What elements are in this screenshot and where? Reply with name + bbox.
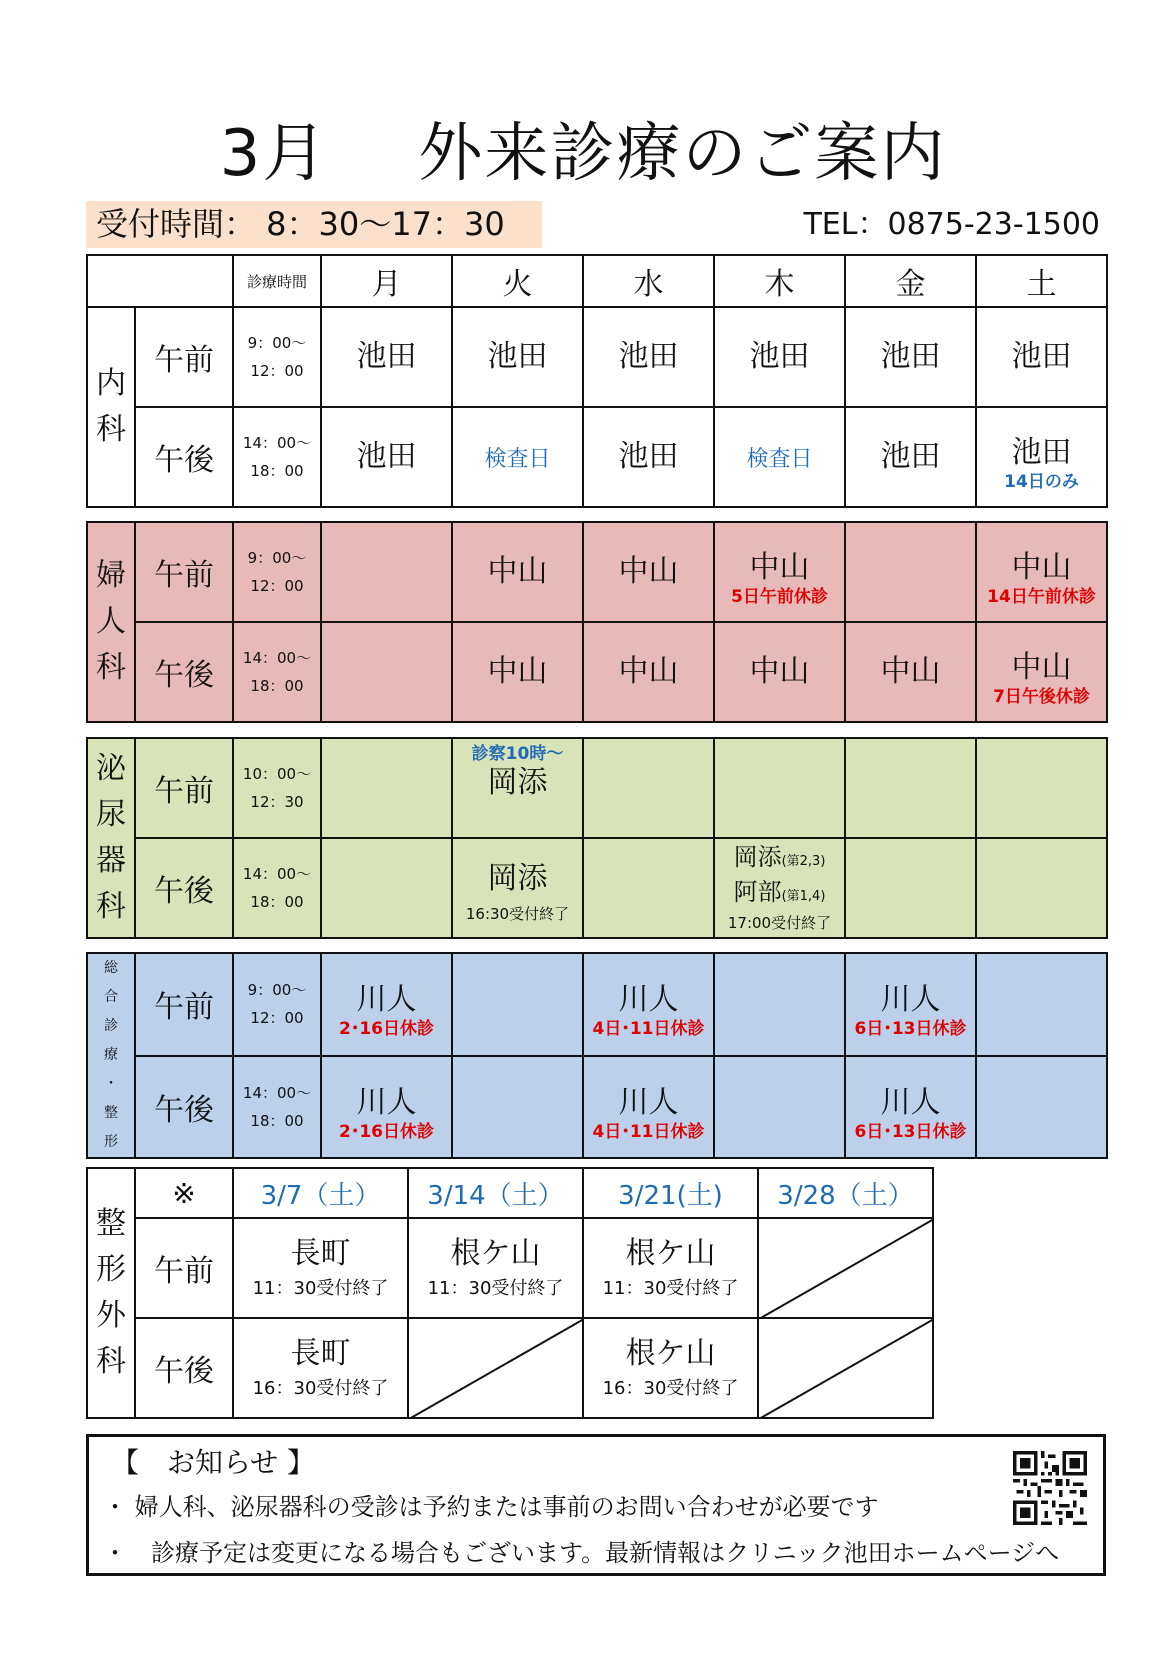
no-clinic-cell xyxy=(758,1218,933,1318)
doctor-cell xyxy=(845,738,976,838)
doctor-cell xyxy=(976,738,1107,838)
doctor-cell: 池田 xyxy=(321,307,452,407)
date-header: 3/21(土) xyxy=(583,1168,758,1218)
doctor-cell: 岡添 16:30受付終了 xyxy=(452,838,583,938)
uro-am-row xyxy=(87,738,1107,838)
dept-gynecology: 婦 人 科 xyxy=(87,522,135,722)
general-pm-row xyxy=(87,1056,1107,1159)
title-month: 3月 xyxy=(219,117,329,191)
exam-day-cell: 検査日 xyxy=(452,407,583,507)
time-header: 診療時間 xyxy=(233,255,321,307)
doctor-cell: 池田 xyxy=(976,307,1107,407)
closure-note: 6日･13日休診 xyxy=(854,1121,967,1142)
time-cell: 10：00～ 12：30 xyxy=(233,738,321,838)
doctor-cell: 根ケ山 16：30受付終了 xyxy=(583,1318,758,1418)
reception-end-note: 16：30受付終了 xyxy=(602,1378,739,1399)
slot-pm: 午後 xyxy=(135,1318,233,1418)
sat-note: 14日のみ xyxy=(1004,472,1079,492)
date-header: 3/28（土） xyxy=(758,1168,933,1218)
doctor-cell: 池田 xyxy=(845,307,976,407)
exam-day-cell: 検査日 xyxy=(714,407,845,507)
doctor-cell xyxy=(976,1056,1107,1159)
closure-note: 7日午後休診 xyxy=(993,687,1090,707)
doctor-cell: 中山 xyxy=(845,622,976,722)
no-clinic-cell xyxy=(758,1318,933,1418)
time-cell: 14：00～ 18：00 xyxy=(233,838,321,938)
diagonal-line xyxy=(759,1319,933,1418)
doctor-cell: 池田 xyxy=(321,407,452,507)
note-mark: ※ xyxy=(135,1168,233,1218)
doctor-cell: 池田 xyxy=(714,307,845,407)
doctor-cell: 池田 xyxy=(583,407,714,507)
slot-am: 午前 xyxy=(135,953,233,1056)
closure-note: 2･16日休診 xyxy=(339,1019,434,1040)
time-cell: 14：00～ 18：00 xyxy=(233,622,321,722)
day-sat: 土 xyxy=(976,255,1107,307)
header-blank xyxy=(87,255,233,307)
doctor-cell: 川人 4日･11日休診 xyxy=(583,1056,714,1159)
doctor-cell xyxy=(714,738,845,838)
ortho-am-row xyxy=(87,1218,933,1318)
dept-urology: 泌 尿 器 科 xyxy=(87,738,135,938)
dept-general: 総 合 診 療 ・ 整 形 xyxy=(87,953,135,1158)
notice-title: 【 お知らせ 】 xyxy=(111,1446,316,1479)
general-medicine-table xyxy=(86,952,1108,1159)
doctor-cell xyxy=(452,1056,583,1159)
orthopedics-table xyxy=(86,1167,934,1419)
doctor-cell: 中山 xyxy=(714,622,845,722)
internal-pm-row xyxy=(87,407,1107,507)
doctor-cell: 中山 xyxy=(452,522,583,622)
internal-am-row xyxy=(87,307,1107,407)
internal-medicine-table xyxy=(86,254,1108,508)
doctor-cell xyxy=(976,838,1107,938)
no-clinic-cell xyxy=(408,1318,583,1418)
doctor-cell: 中山 xyxy=(583,522,714,622)
slot-am: 午前 xyxy=(135,522,233,622)
reception-hours: 受付時間： 8：30～17：30 xyxy=(86,201,542,248)
doctor-cell: 岡添(第2,3) 阿部(第1,4) 17:00受付終了 xyxy=(714,838,845,938)
doctor-cell: 根ケ山 11：30受付終了 xyxy=(583,1218,758,1318)
closure-note: 4日･11日休診 xyxy=(592,1019,705,1040)
reception-end-note: 11：30受付終了 xyxy=(252,1278,389,1299)
closure-note: 6日･13日休診 xyxy=(854,1019,967,1040)
ortho-pm-row xyxy=(87,1318,933,1418)
general-am-row xyxy=(87,953,1107,1056)
doctor-cell: 中山 14日午前休診 xyxy=(976,522,1107,622)
time-cell: 14：00～ 18：00 xyxy=(233,1056,321,1159)
closure-note: 14日午前休診 xyxy=(987,587,1096,607)
phone-number: TEL：0875-23-1500 xyxy=(803,207,1100,242)
gyn-pm-row xyxy=(87,622,1107,722)
doctor-cell xyxy=(583,838,714,938)
gyn-am-row xyxy=(87,522,1107,622)
day-fri: 金 xyxy=(845,255,976,307)
day-mon: 月 xyxy=(321,255,452,307)
doctor-cell xyxy=(452,953,583,1056)
doctor-cell: 中山 5日午前休診 xyxy=(714,522,845,622)
doctor-cell: 池田 14日のみ xyxy=(976,407,1107,507)
reception-end-note: 11：30受付終了 xyxy=(427,1278,564,1299)
slot-am: 午前 xyxy=(135,738,233,838)
notice-line: ・ 婦人科、泌尿器科の受診は予約または事前のお問い合わせが必要です xyxy=(103,1493,879,1521)
doctor-cell: 根ケ山 11：30受付終了 xyxy=(408,1218,583,1318)
title-text: 外来診療のご案内 xyxy=(418,117,947,191)
doctor-cell xyxy=(321,838,452,938)
doctor-cell xyxy=(845,522,976,622)
reception-end-note: 16：30受付終了 xyxy=(252,1378,389,1399)
closure-note: 4日･11日休診 xyxy=(592,1121,705,1142)
doctor-cell: 川人 6日･13日休診 xyxy=(845,953,976,1056)
day-tue: 火 xyxy=(452,255,583,307)
doctor-cell: 川人 2･16日休診 xyxy=(321,953,452,1056)
doctor-cell: 池田 xyxy=(583,307,714,407)
reception-end-note: 17:00受付終了 xyxy=(727,914,832,932)
slot-pm: 午後 xyxy=(135,838,233,938)
dept-orthopedics: 整 形 外 科 xyxy=(87,1168,135,1418)
slot-pm: 午後 xyxy=(135,1056,233,1159)
reception-end-note: 16:30受付終了 xyxy=(465,905,570,923)
time-cell: 14：00～ 18：00 xyxy=(233,407,321,507)
doctor-cell: 中山 xyxy=(452,622,583,722)
doctor-cell xyxy=(321,522,452,622)
slot-am: 午前 xyxy=(135,307,233,407)
doctor-cell: 診察10時～ 岡添 xyxy=(452,738,583,838)
doctor-cell: 池田 xyxy=(452,307,583,407)
closure-note: 5日午前休診 xyxy=(731,587,828,607)
ortho-header-row xyxy=(87,1168,933,1218)
qr-code-icon[interactable] xyxy=(1013,1451,1087,1525)
slot-pm: 午後 xyxy=(135,407,233,507)
closure-note: 2･16日休診 xyxy=(339,1121,434,1142)
day-wed: 水 xyxy=(583,255,714,307)
day-thu: 木 xyxy=(714,255,845,307)
doctor-cell: 長町 11：30受付終了 xyxy=(233,1218,408,1318)
doctor-cell xyxy=(845,838,976,938)
doctor-cell: 川人 2･16日休診 xyxy=(321,1056,452,1159)
time-cell: 9：00～ 12：00 xyxy=(233,522,321,622)
doctor-cell: 川人 4日･11日休診 xyxy=(583,953,714,1056)
doctor-cell: 中山 xyxy=(583,622,714,722)
diagonal-line xyxy=(759,1219,933,1318)
urology-table xyxy=(86,737,1108,939)
doctor-cell xyxy=(321,622,452,722)
header-row xyxy=(87,255,1107,307)
doctor-cell xyxy=(976,953,1107,1056)
doctor-cell xyxy=(321,738,452,838)
slot-pm: 午後 xyxy=(135,622,233,722)
doctor-cell: 中山 7日午後休診 xyxy=(976,622,1107,722)
date-header: 3/7（土） xyxy=(233,1168,408,1218)
doctor-cell xyxy=(714,953,845,1056)
reception-end-note: 11：30受付終了 xyxy=(602,1278,739,1299)
page-title xyxy=(0,102,1166,194)
uro-pm-row xyxy=(87,838,1107,938)
doctor-cell xyxy=(714,1056,845,1159)
notice-box xyxy=(86,1434,1106,1576)
time-cell: 9：00～ 12：00 xyxy=(233,307,321,407)
time-cell: 9：00～ 12：00 xyxy=(233,953,321,1056)
doctor-cell xyxy=(583,738,714,838)
notice-line: ・ 診療予定は変更になる場合もございます。最新情報はクリニック池田ホームページへ xyxy=(103,1539,1060,1567)
date-header: 3/14（土） xyxy=(408,1168,583,1218)
gynecology-table xyxy=(86,521,1108,723)
start-time-note: 診察10時～ xyxy=(471,744,564,764)
slot-am: 午前 xyxy=(135,1218,233,1318)
doctor-cell: 長町 16：30受付終了 xyxy=(233,1318,408,1418)
dept-internal: 内 科 xyxy=(87,307,135,507)
doctor-cell: 池田 xyxy=(845,407,976,507)
doctor-cell: 川人 6日･13日休診 xyxy=(845,1056,976,1159)
diagonal-line xyxy=(409,1319,583,1418)
